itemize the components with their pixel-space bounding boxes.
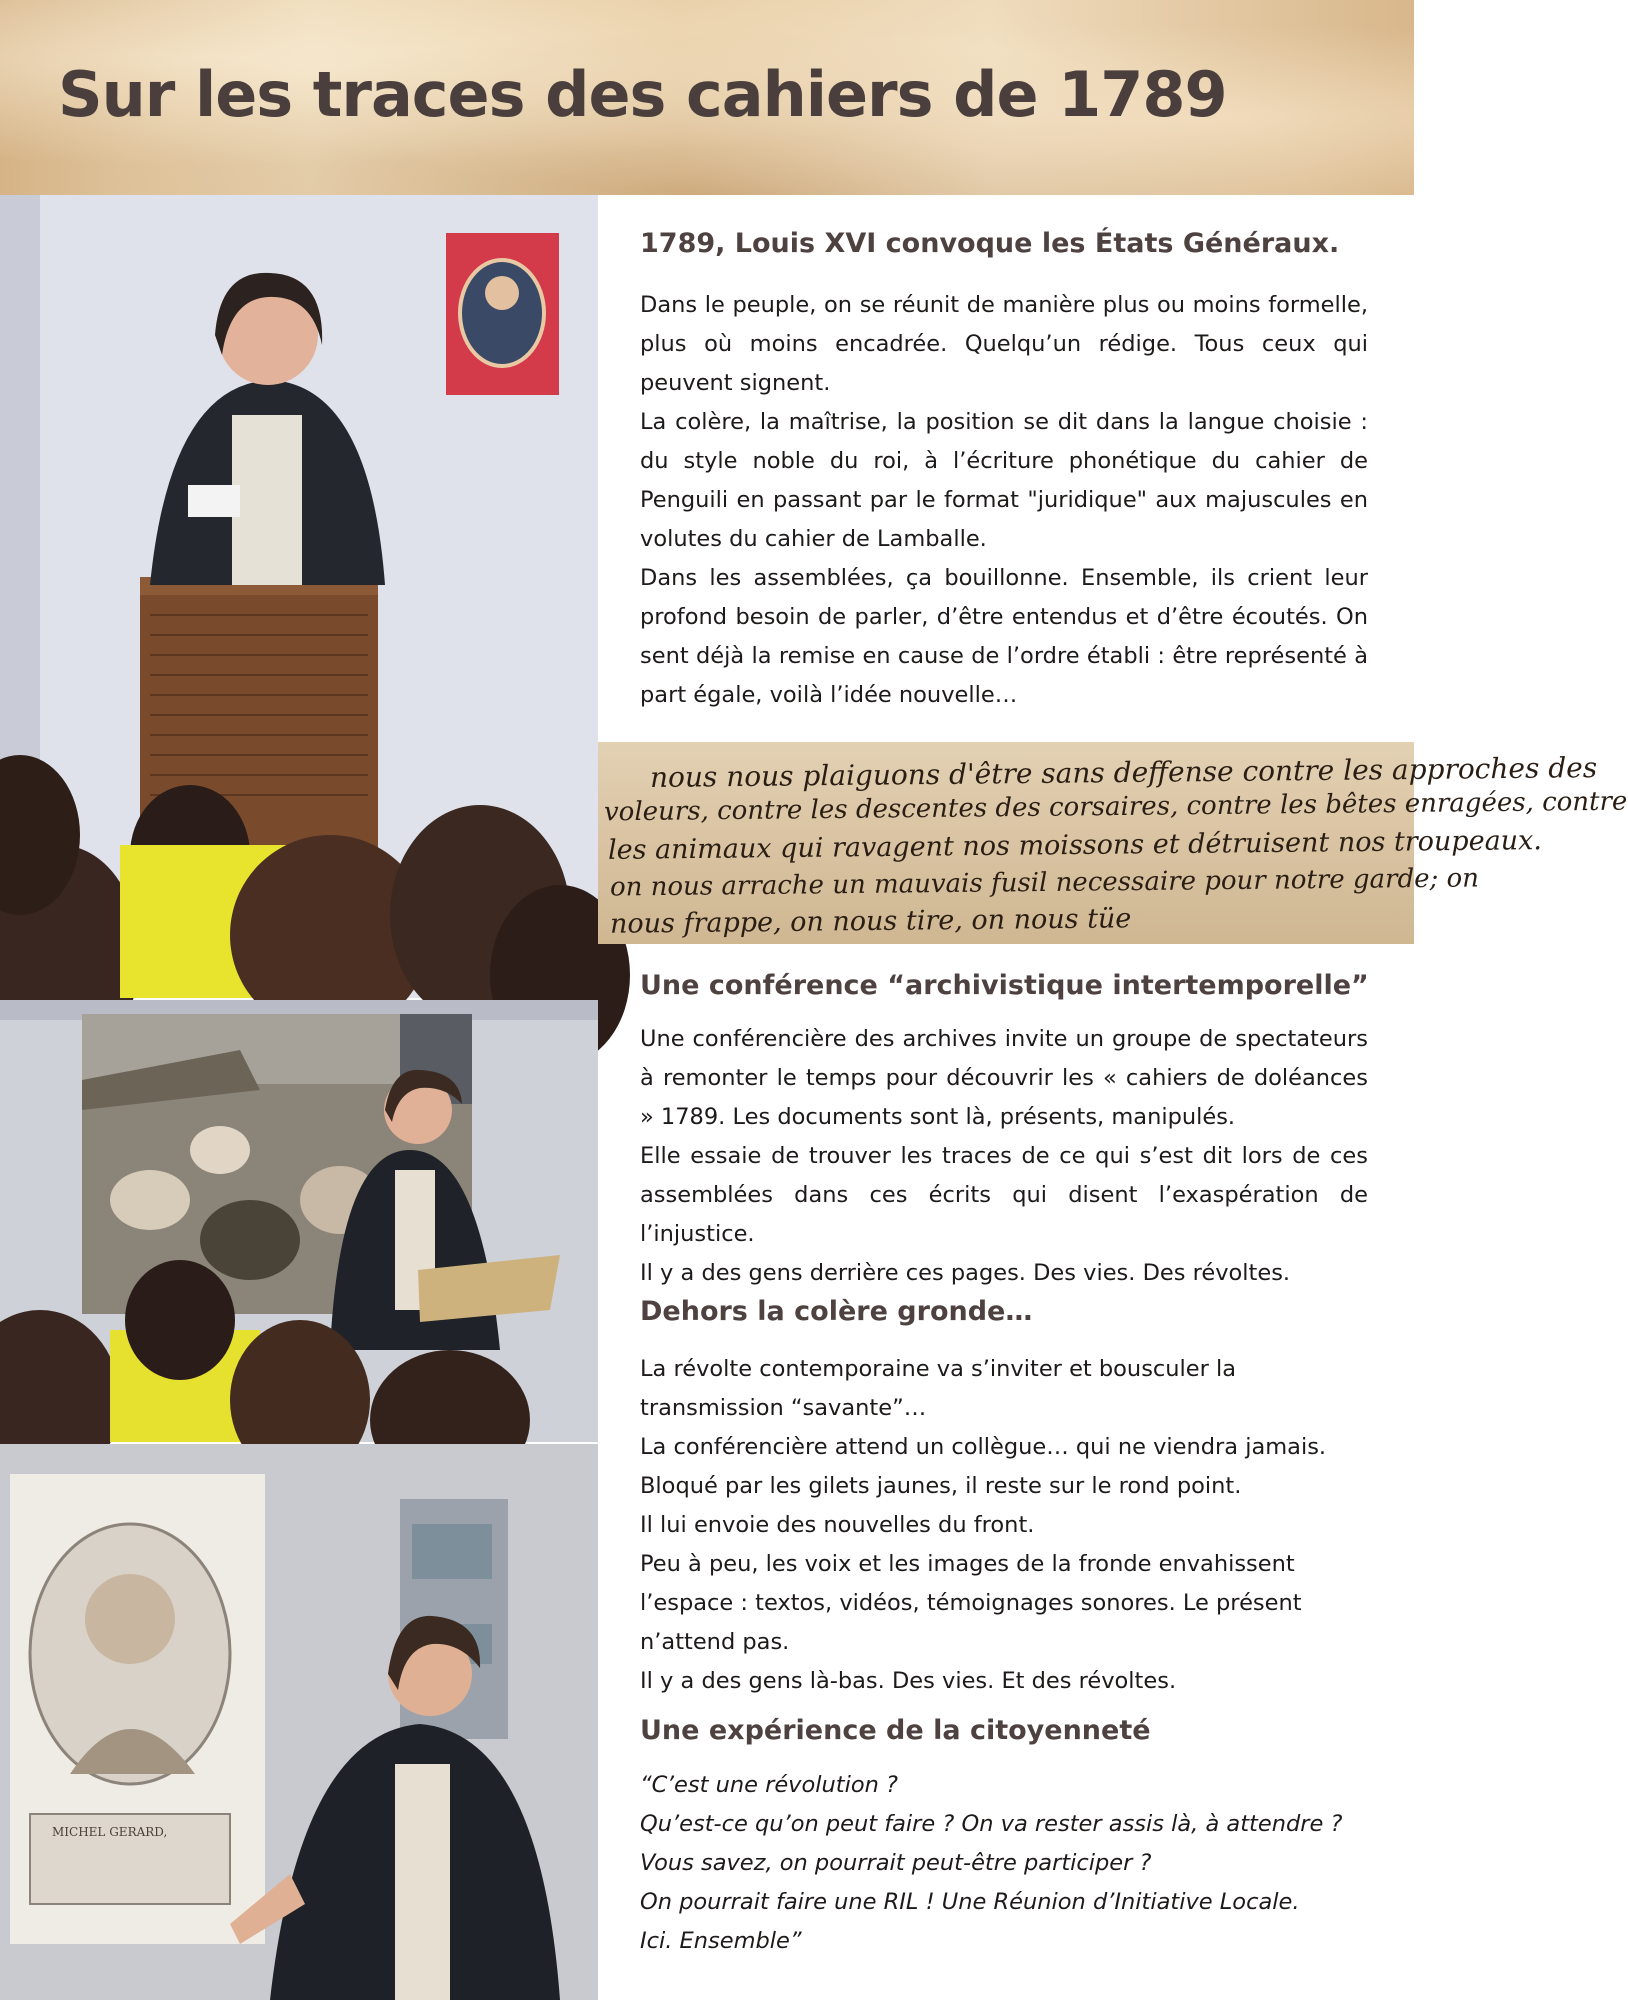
section-body-colere <box>640 1350 1368 1701</box>
section-heading-etats-generaux: 1789, Louis XVI convoque les États Généraux. <box>640 228 1340 259</box>
paragraph: Il y a des gens derrière ces pages. Des vies. Des révoltes. <box>640 1260 1291 1286</box>
manuscript-line: voleurs, contre les descentes des corsaires, contre les bêtes enragées, contre <box>603 786 1628 828</box>
section-body-citoyennete <box>640 1766 1368 1961</box>
paragraph: Dans les assemblées, ça bouillonne. Ensemble, ils crient leur profond besoin de parler, d’être entendus et d’être écoutés. On sent déjà la remise en cause de l’ordre établi : être représenté à part égale, voilà l’idée nouvelle… <box>640 565 1368 708</box>
quote-line: Ici. Ensemble” <box>640 1928 802 1954</box>
paragraph: Peu à peu, les voix et les images de la fronde envahissent l’espace : textos, vidéos, témoignages sonores. Le présent n’attend pas. <box>640 1551 1302 1655</box>
section-heading-colere: Dehors la colère gronde… <box>640 1296 1033 1327</box>
quote-line: On pourrait faire une RIL ! Une Réunion d’Initiative Locale. <box>640 1889 1300 1915</box>
paragraph: Elle essaie de trouver les traces de ce qui s’est dit lors de ces assemblées dans ces écrits qui disent l’exaspération de l’injustice. <box>640 1143 1368 1247</box>
portrait-caption: MICHEL GERARD, <box>52 1825 168 1839</box>
photo-presenter-portrait <box>0 1444 598 2000</box>
section-heading-citoyennete: Une expérience de la citoyenneté <box>640 1715 1151 1746</box>
paragraph: Il lui envoie des nouvelles du front. <box>640 1512 1035 1538</box>
header-banner <box>0 0 1414 195</box>
quote-line: Qu’est-ce qu’on peut faire ? On va rester assis là, à attendre ? <box>640 1811 1343 1837</box>
paragraph: Bloqué par les gilets jaunes, il reste sur le rond point. <box>640 1473 1242 1499</box>
photo-presenter-screen <box>0 1000 598 1442</box>
section-body-conference <box>640 1020 1368 1293</box>
paragraph: La révolte contemporaine va s’inviter et bousculer la transmission “savante”… <box>640 1356 1237 1421</box>
quote-line: Vous savez, on pourrait peut-être participer ? <box>640 1850 1152 1876</box>
paragraph: Une conférencière des archives invite un groupe de spectateurs à remonter le temps pour découvrir les « cahiers de doléances » 1789. Les documents sont là, présents, manipulés. <box>640 1026 1368 1130</box>
photo-speaker-lectern <box>0 195 598 998</box>
manuscript-excerpt <box>598 742 1628 944</box>
manuscript-line: nous nous plaiguons d'être sans deffense contre les approches des <box>649 751 1598 794</box>
manuscript-line: on nous arrache un mauvais fusil necessaire pour notre garde; on <box>609 863 1480 903</box>
paragraph: Il y a des gens là-bas. Des vies. Et des révoltes. <box>640 1668 1177 1694</box>
manuscript-line: les animaux qui ravagent nos moissons et détruisent nos troupeaux. <box>607 825 1543 866</box>
page-title: Sur les traces des cahiers de 1789 <box>58 58 1227 131</box>
paragraph: La colère, la maîtrise, la position se dit dans la langue choisie : du style noble du roi, à l’écriture phonétique du cahier de Penguili en passant par le format "juridique" aux majuscules en volutes du cahier de Lamballe. <box>640 409 1368 552</box>
paragraph: La conférencière attend un collègue… qui ne viendra jamais. <box>640 1434 1327 1460</box>
paragraph: Dans le peuple, on se réunit de manière plus ou moins formelle, plus où moins encadrée. Quelqu’un rédige. Tous ceux qui peuvent signent. <box>640 292 1368 396</box>
quote-line: “C’est une révolution ? <box>640 1772 898 1798</box>
manuscript-line: nous frappe, on nous tire, on nous tüe <box>609 903 1132 940</box>
section-heading-conference: Une conférence “archivistique intertemporelle” <box>640 970 1369 1001</box>
section-body-etats-generaux <box>640 286 1368 715</box>
